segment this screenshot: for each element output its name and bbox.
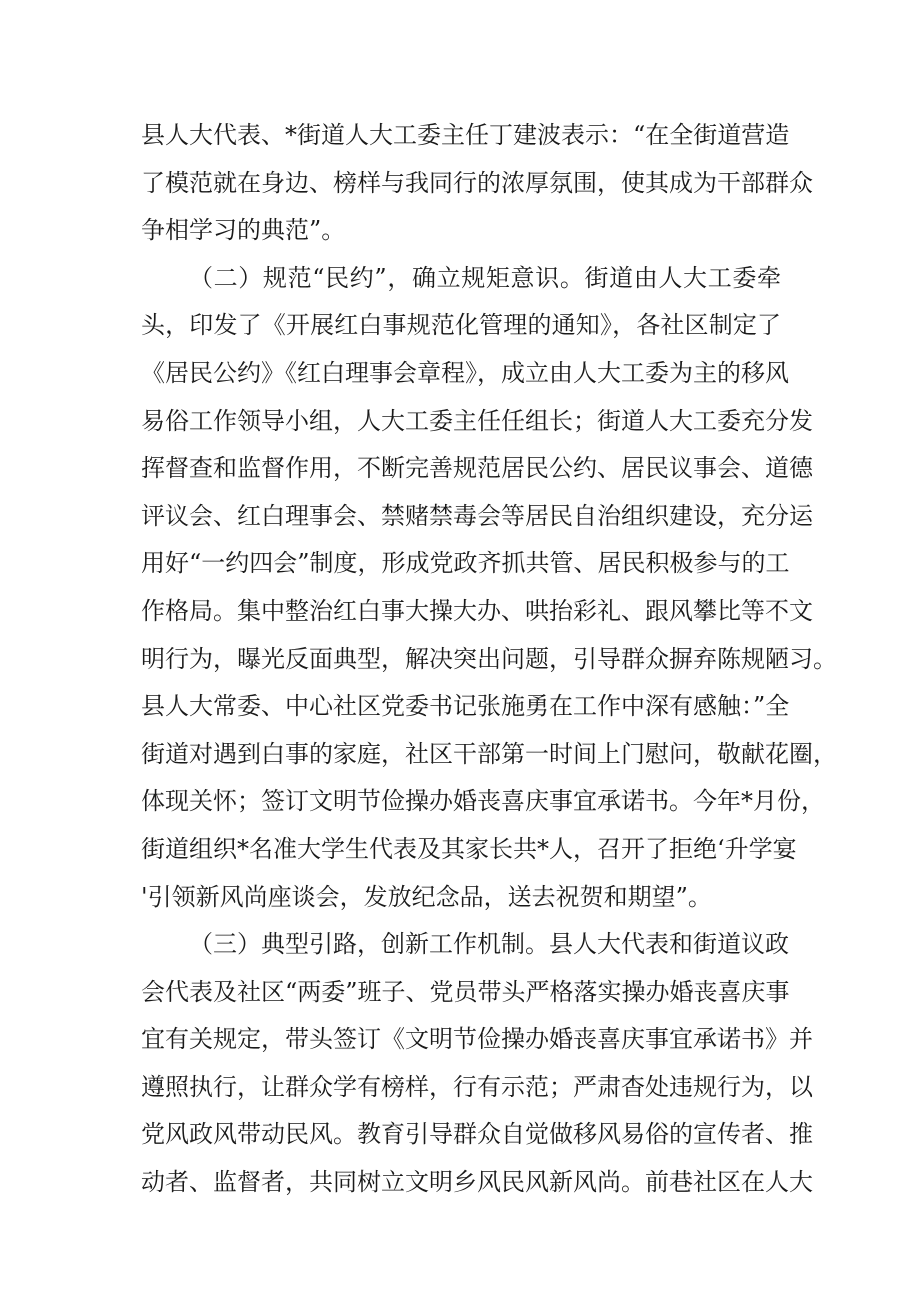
text-line: 头，印发了《开展红白事规范化管理的通知》，各社区制定了 bbox=[141, 311, 781, 340]
text-line: 县人大常委、中心社区党委书记张施勇在工作中深有感触：”全 bbox=[141, 692, 790, 721]
text-line: 用好“一约四会”制度，形成党政齐抓共管、居民积极参与的工 bbox=[141, 549, 790, 578]
text-line: 街道组织*名准大学生代表及其家长共*人，召开了拒绝‘升学宴 bbox=[141, 834, 797, 863]
section-heading-line: （三）典型引路，创新工作机制。县人大代表和街道议政 bbox=[189, 930, 789, 959]
text-line: 易俗工作领导小组，人大工委主任任组长；街道人大工委充分发 bbox=[141, 406, 813, 435]
text-line: 评议会、红白理事会、禁赌禁毒会等居民自治组织建设，充分运 bbox=[141, 501, 813, 530]
text-line: 县人大代表、*街道人大工委主任丁建波表示：“在全街道营造 bbox=[141, 121, 790, 149]
text-line: 《居民公约》《红白理事会章程》，成立由人大工委为主的移风 bbox=[141, 358, 789, 387]
text-line: 宜有关规定，带头签订《文明节俭操办婚丧喜庆事宜承诺书》并 bbox=[141, 1025, 813, 1054]
text-line: 党风政风带动民风。教育引导群众自觉做移风易俗的宣传者、推 bbox=[141, 1120, 813, 1149]
text-line: 体现关怀；签订文明节俭操办婚丧喜庆事宜承诺书。今年*月份， bbox=[141, 787, 825, 816]
text-line: '引领新风尚座谈会，发放纪念品，送去祝贺和期望”。 bbox=[141, 882, 712, 911]
text-line: 作格局。集中整治红白事大操大办、哄抬彩礼、跟风攀比等不文 bbox=[141, 596, 813, 625]
section-heading-line: （二）规范“民约”，确立规矩意识。街道由人大工委牵 bbox=[189, 263, 781, 292]
text-line: 挥督查和监督作用，不断完善规范居民公约、居民议事会、道德 bbox=[141, 454, 813, 483]
text-line: 明行为，曝光反面典型，解决突出问题，引导群众摒弃陈规陋习。 bbox=[141, 644, 837, 673]
text-line: 了模范就在身边、榜样与我同行的浓厚氛围，使其成为干部群众 bbox=[141, 168, 813, 197]
text-line: 会代表及社区“两委”班子、党员带头严格落实操办婚丧喜庆事 bbox=[141, 977, 790, 1006]
body-text bbox=[141, 112, 837, 1207]
text-line: 街道对遇到白事的家庭，社区干部第一时间上门慰问，敬献花圈， bbox=[141, 739, 837, 768]
text-line: 遵照执行，让群众学有榜样，行有示范；严肃杳处违规行为，以 bbox=[141, 1072, 813, 1101]
text-line: 争相学习的典范”。 bbox=[141, 216, 346, 245]
text-line: 动者、监督者，共同树立文明乡风民风新风尚。前巷社区在人大 bbox=[141, 1168, 813, 1197]
